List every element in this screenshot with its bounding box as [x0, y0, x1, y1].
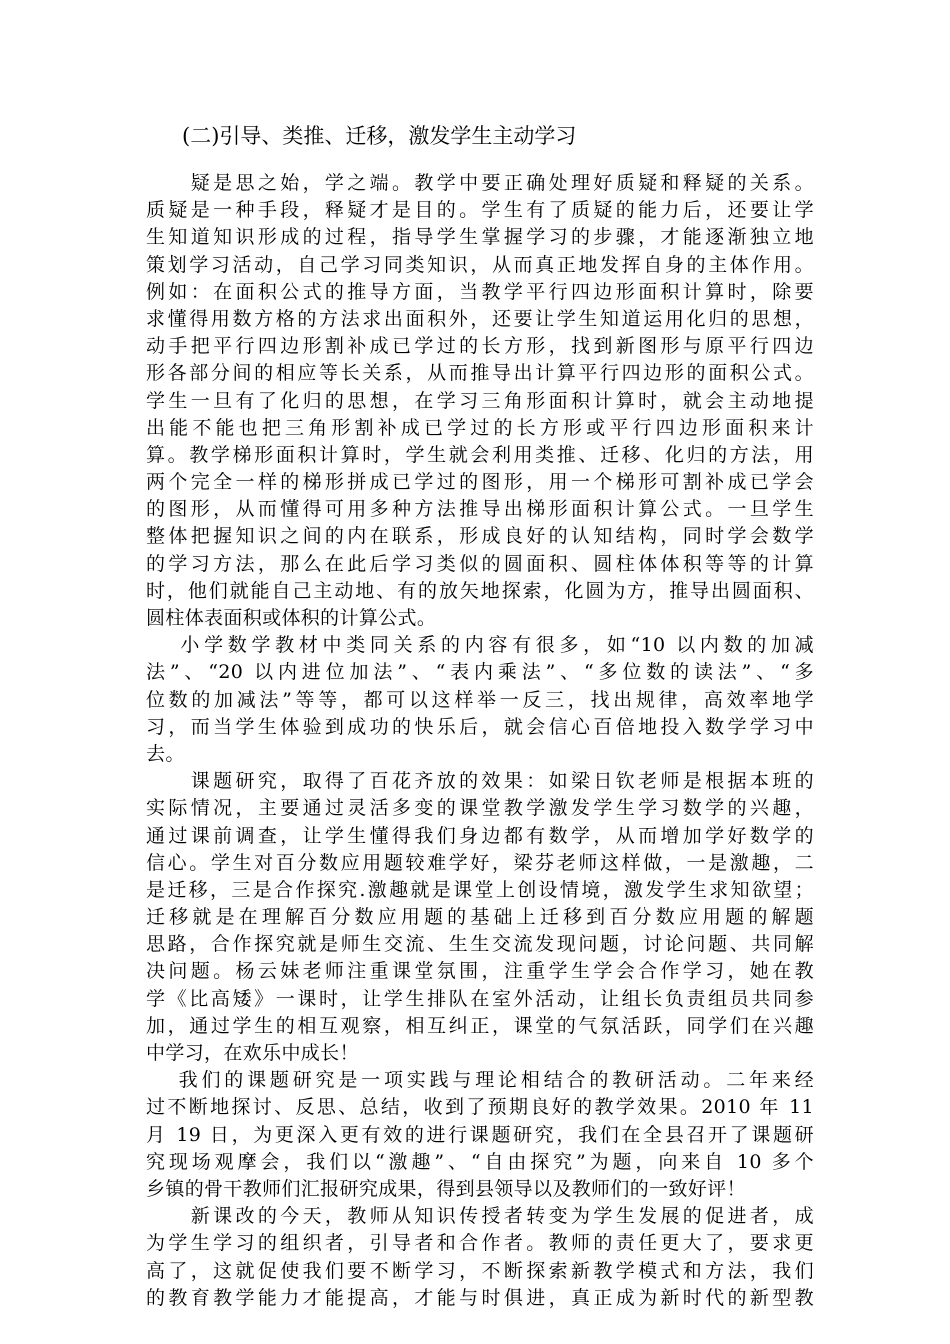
text-line: 学生一旦有了化归的思想，在学习三角形面积计算时，就会主动地提: [146, 389, 814, 412]
text-line: 生知道知识形成的过程，指导学生掌握学习的步骤，才能逐渐独立地: [146, 226, 814, 249]
text-line: 学《比高矮》一课时，让学生排队在室外活动，让组长负责组员共同参: [146, 987, 814, 1010]
text-line: 高了，这就促使我们要不断学习，不断探索新教学模式和方法，我们: [146, 1259, 814, 1282]
text-line: 形各部分间的相应等长关系，从而推导出计算平行四边形的面积公式。: [146, 362, 814, 385]
text-line: 中学习，在欢乐中成长！: [146, 1042, 359, 1064]
text-line: 两个完全一样的梯形拼成已学过的图形，用一个梯形可割补成已学会: [146, 471, 814, 494]
paragraph: [146, 1067, 814, 1203]
text-line: 为学生学习的组织者，引导者和合作者。教师的责任更大了，要求更: [146, 1232, 814, 1255]
text-line: 新课改的今天，教师从知识传授者转变为学生发展的促进者，成: [146, 1205, 814, 1228]
text-line: 去。: [146, 742, 185, 765]
text-line: 时，他们就能自己主动地、有的放矢地探索，化圆为方，推导出圆面积、: [146, 579, 814, 602]
text-line: 求懂得用数方格的方法求出面积外，还要让学生知道运用化归的思想，: [146, 307, 814, 330]
text-line: 小学数学教材中类同关系的内容有很多，如“10 以内数的加减: [146, 634, 814, 657]
text-line: 决问题。杨云妹老师注重课堂氛围，注重学生学会合作学习，她在教: [146, 960, 814, 983]
text-line: 疑是思之始，学之端。教学中要正确处理好质疑和释疑的关系。: [146, 172, 814, 194]
text-line: 过不断地探讨、反思、总结，收到了预期良好的教学效果。2010 年 11: [146, 1096, 814, 1119]
text-line: 圆柱体表面积或体积的计算公式。: [146, 607, 437, 629]
paragraph: [146, 632, 814, 768]
text-line: 月 19 日，为更深入更有效的进行课题研究，我们在全县召开了课题研: [146, 1123, 814, 1146]
text-line: 实际情况，主要通过灵活多变的课堂教学激发学生学习数学的兴趣，: [146, 797, 814, 820]
text-line: 动手把平行四边形割补成已学过的长方形，找到新图形与原平行四边: [146, 335, 814, 358]
paragraph: [146, 170, 814, 632]
text-line: 究现场观摩会，我们以“激趣”、“自由探究”为题，向来自 10 多个: [146, 1150, 814, 1173]
text-line: 通过课前调查，让学生懂得我们身边都有数学，从而增加学好数学的: [146, 824, 814, 847]
text-line: 我们的课题研究是一项实践与理论相结合的教研活动。二年来经: [146, 1069, 814, 1092]
text-line: 的教育教学能力才能提高，才能与时俱进，真正成为新时代的新型教: [146, 1286, 814, 1309]
text-line: 的图形，从而懂得可用多种方法推导出梯形面积计算公式。一旦学生: [146, 498, 814, 521]
text-line: 质疑是一种手段，释疑才是目的。学生有了质疑的能力后，还要让学: [146, 199, 814, 222]
text-line: 迁移就是在理解百分数应用题的基础上迁移到百分数应用题的解题: [146, 906, 814, 929]
text-line: 信心。学生对百分数应用题较难学好，梁芬老师这样做，一是激趣，二: [146, 851, 814, 874]
text-line: 是迁移，三是合作探究.激趣就是课堂上创设情境，激发学生求知欲望；: [146, 878, 814, 901]
text-line: 出能不能也把三角形割补成已学过的长方形或平行四边形面积来计: [146, 416, 814, 439]
text-line: 法”、“20 以内进位加法”、“表内乘法”、“多位数的读法”、“多: [146, 661, 814, 684]
text-line: 策划学习活动，自己学习同类知识，从而真正地发挥自身的主体作用。: [146, 253, 814, 276]
text-line: 整体把握知识之间的内在联系，形成良好的认知结构，同时学会数学: [146, 525, 814, 548]
text-line: 思路，合作探究就是师生交流、生生交流发现问题，讨论问题、共同解: [146, 933, 814, 956]
section-heading: (二)引导、类推、迁移，激发学生主动学习: [182, 124, 577, 148]
text-line: 算。教学梯形面积计算时，学生就会利用类推、迁移、化归的方法，用: [146, 443, 814, 466]
paragraph: [146, 1203, 814, 1312]
text-line: 乡镇的骨干教师们汇报研究成果，得到县领导以及教师们的一致好评！: [146, 1177, 746, 1200]
paragraph: [146, 768, 814, 1067]
text-line: 课题研究，取得了百花齐放的效果：如梁日钦老师是根据本班的: [146, 770, 814, 793]
text-line: 习，而当学生体验到成功的快乐后，就会信心百倍地投入数学学习中: [146, 715, 814, 738]
text-line: 位数的加减法”等等，都可以这样举一反三，找出规律，高效率地学: [146, 688, 814, 711]
text-line: 加，通过学生的相互观察，相互纠正，课堂的气氛活跃，同学们在兴趣: [146, 1014, 814, 1037]
body-text: [146, 170, 814, 1312]
text-line: 例如：在面积公式的推导方面，当教学平行四边形面积计算时，除要: [146, 280, 814, 303]
text-line: 的学习方法，那么在此后学习类似的圆面积、圆柱体体积等等的计算: [146, 552, 814, 575]
